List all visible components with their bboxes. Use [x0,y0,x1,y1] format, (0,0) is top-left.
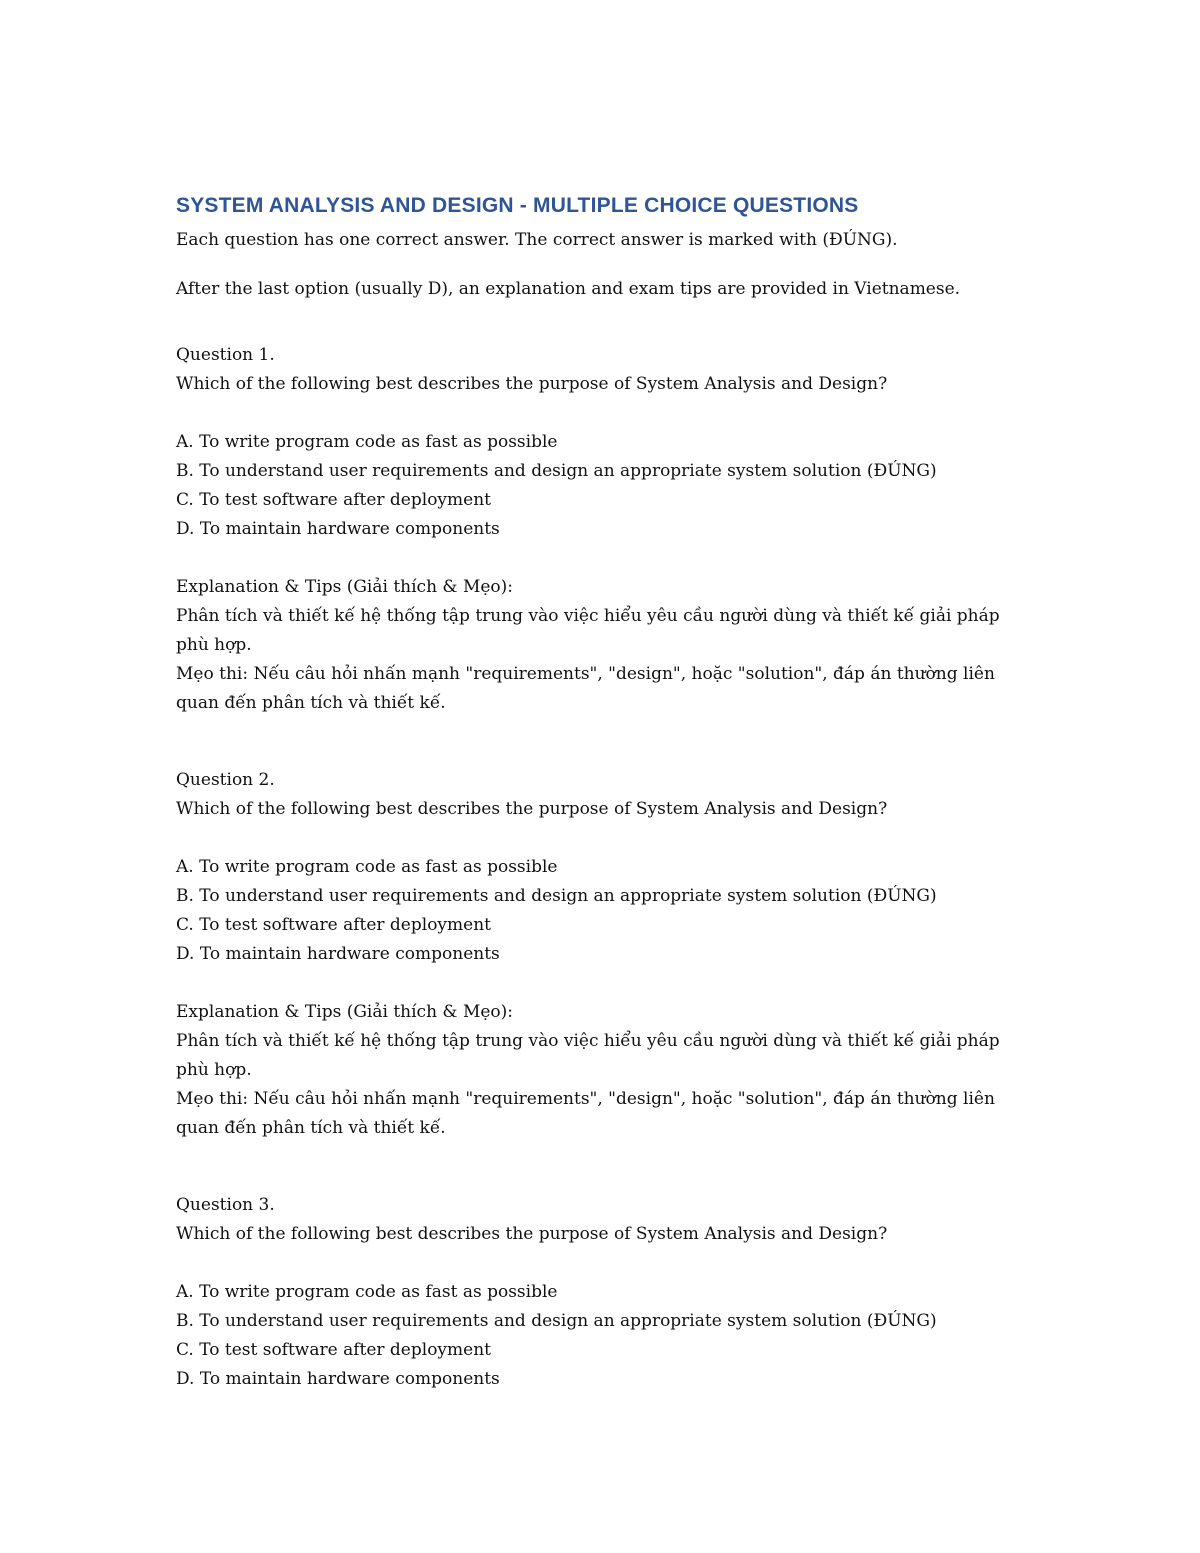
document-title: SYSTEM ANALYSIS AND DESIGN - MULTIPLE CHOICE QUESTIONS [176,194,859,217]
question-block-1 [176,341,1036,718]
spacer [176,544,1036,573]
spacer [176,399,1036,428]
explanation-text: Phân tích và thiết kế hệ thống tập trung vào việc hiểu yêu cầu người dùng và thiết kế giải pháp phù hợp. [176,606,1000,655]
question-prompt: Which of the following best describes the purpose of System Analysis and Design? [176,1224,888,1244]
question-prompt: Which of the following best describes the purpose of System Analysis and Design? [176,374,888,394]
exam-tip-text: Mẹo thi: Nếu câu hỏi nhấn mạnh "requirements", "design", hoặc "solution", đáp án thường liên quan đến phân tích và thiết kế. [176,664,995,713]
option-c: C. To test software after deployment [176,1340,491,1360]
option-b-correct: B. To understand user requirements and design an appropriate system solution (ĐÚNG) [176,886,937,906]
intro-line-correct-answer: Each question has one correct answer. The correct answer is marked with (ĐÚNG). [176,230,898,250]
question-label: Question 1. [176,345,275,365]
question-label: Question 3. [176,1195,275,1215]
spacer [176,824,1036,853]
question-block-3 [176,1191,1036,1394]
intro-line-explanation: After the last option (usually D), an explanation and exam tips are provided in Vietnamese. [176,279,961,299]
option-b-correct: B. To understand user requirements and design an appropriate system solution (ĐÚNG) [176,1311,937,1331]
option-c: C. To test software after deployment [176,490,491,510]
option-d: D. To maintain hardware components [176,944,500,964]
option-a: A. To write program code as fast as possible [176,432,558,452]
question-prompt: Which of the following best describes the purpose of System Analysis and Design? [176,799,888,819]
option-a: A. To write program code as fast as possible [176,857,558,877]
document-body [176,190,1036,1442]
option-d: D. To maintain hardware components [176,1369,500,1389]
explanation-heading: Explanation & Tips (Giải thích & Mẹo): [176,577,514,597]
option-a: A. To write program code as fast as possible [176,1282,558,1302]
spacer [176,969,1036,998]
explanation-text: Phân tích và thiết kế hệ thống tập trung vào việc hiểu yêu cầu người dùng và thiết kế giải pháp phù hợp. [176,1031,1000,1080]
question-block-2 [176,766,1036,1143]
option-b-correct: B. To understand user requirements and design an appropriate system solution (ĐÚNG) [176,461,937,481]
explanation-heading: Explanation & Tips (Giải thích & Mẹo): [176,1002,514,1022]
option-d: D. To maintain hardware components [176,519,500,539]
option-c: C. To test software after deployment [176,915,491,935]
exam-tip-text: Mẹo thi: Nếu câu hỏi nhấn mạnh "requirements", "design", hoặc "solution", đáp án thường liên quan đến phân tích và thiết kế. [176,1089,995,1138]
question-label: Question 2. [176,770,275,790]
spacer [176,1249,1036,1278]
